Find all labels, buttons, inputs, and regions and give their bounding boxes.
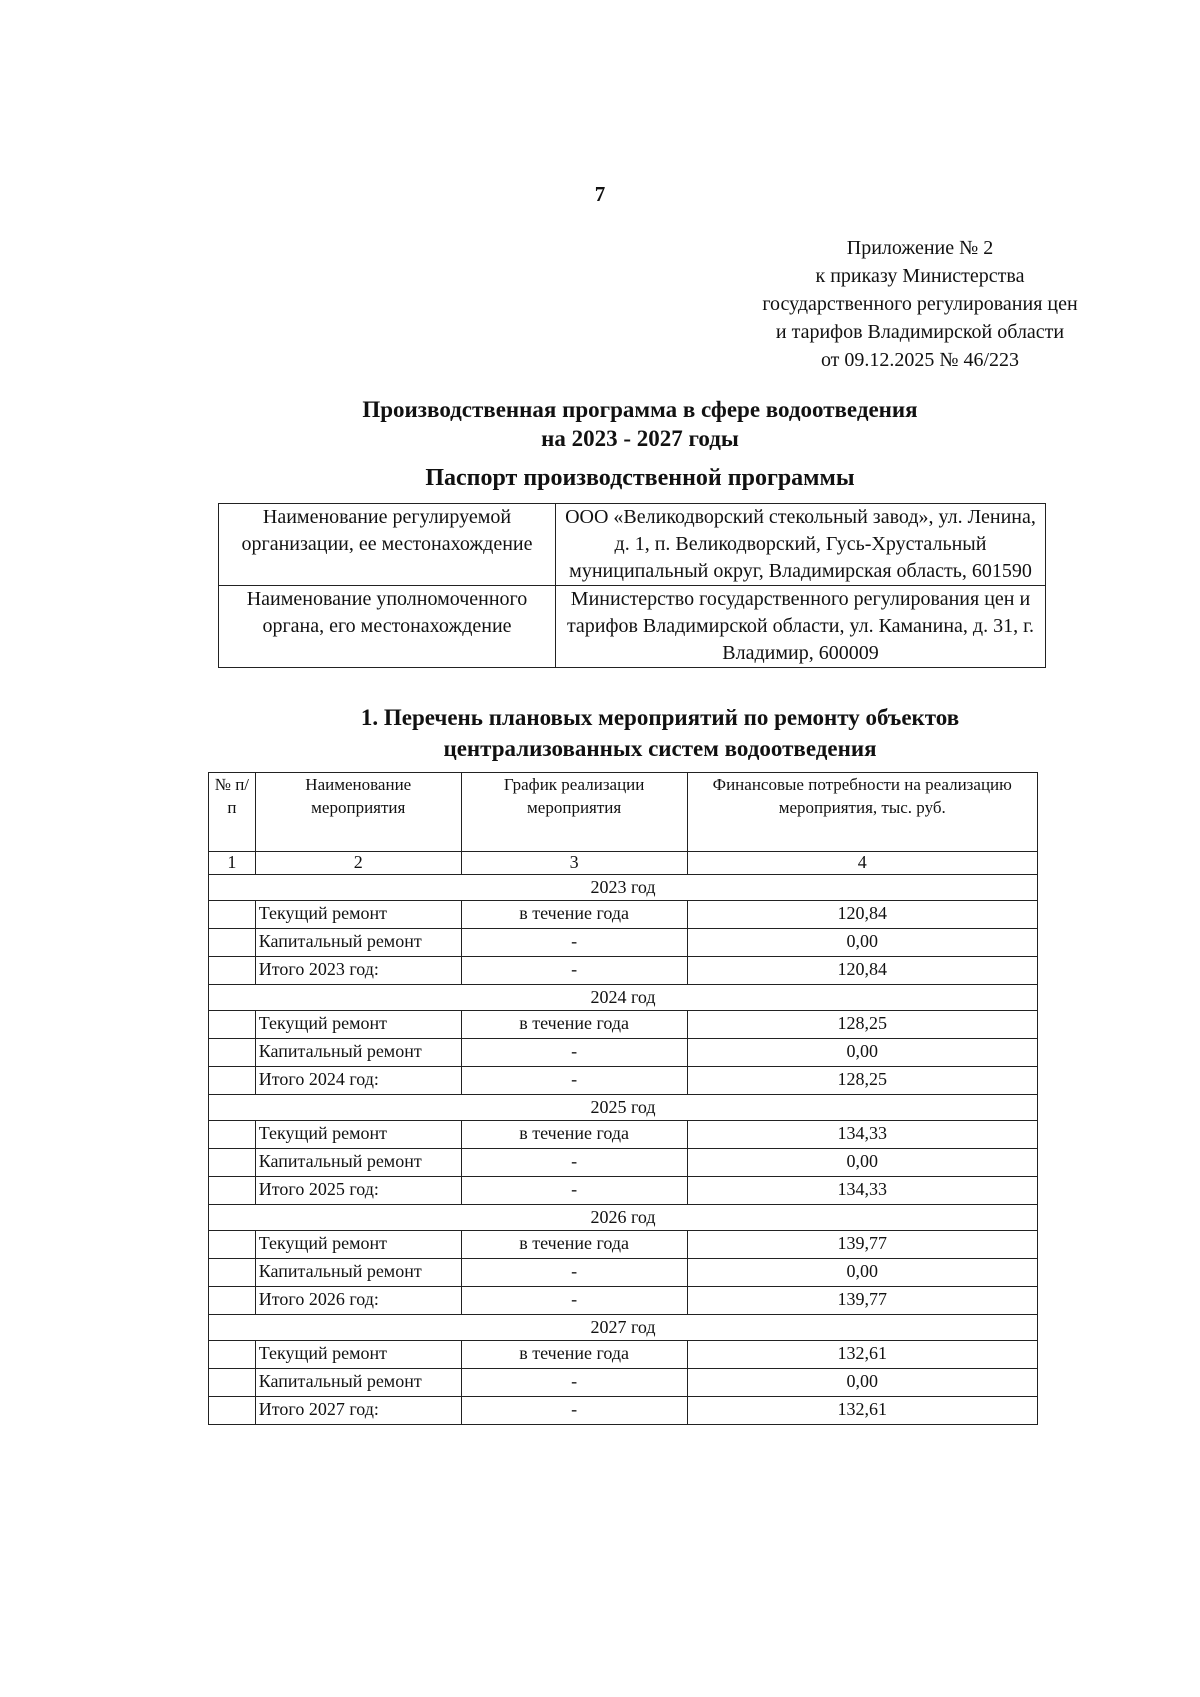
row-name: Капитальный ремонт (255, 1039, 461, 1067)
year-row (209, 1315, 1038, 1341)
row-num (209, 1177, 256, 1205)
row-num (209, 1039, 256, 1067)
table-row (209, 1121, 1038, 1149)
table-row (209, 901, 1038, 929)
table-row (209, 1397, 1038, 1425)
row-amount: 134,33 (687, 1177, 1038, 1205)
row-schedule: - (461, 1039, 687, 1067)
column-number: 4 (687, 852, 1038, 875)
passport-table (218, 503, 1046, 668)
table-header-row (209, 773, 1038, 852)
row-amount: 139,77 (687, 1287, 1038, 1315)
appendix-block (720, 234, 1120, 374)
row-schedule: в течение года (461, 1231, 687, 1259)
row-name: Итого 2027 год: (255, 1397, 461, 1425)
passport-value: ООО «Великодворский стекольный завод», ул. Ленина, д. 1, п. Великодворский, Гусь-Хрустальный муниципальный округ, Владимирская область, 601590 (556, 504, 1046, 586)
year-label: 2027 год (209, 1315, 1038, 1341)
header-finance: Финансовые потребности на реализацию мероприятия, тыс. руб. (687, 773, 1038, 852)
column-number: 2 (255, 852, 461, 875)
passport-label: Наименование уполномоченного органа, его местонахождение (219, 586, 556, 668)
row-num (209, 1121, 256, 1149)
row-amount: 139,77 (687, 1231, 1038, 1259)
section-title-line: 1. Перечень плановых мероприятий по ремонту объектов (360, 705, 960, 730)
passport-row (219, 586, 1046, 668)
table-row (209, 1341, 1038, 1369)
year-row (209, 1205, 1038, 1231)
page-number: 7 (594, 182, 606, 206)
year-label: 2023 год (209, 875, 1038, 901)
row-num (209, 1011, 256, 1039)
row-num (209, 1067, 256, 1095)
table-row (209, 1177, 1038, 1205)
row-num (209, 1341, 256, 1369)
row-amount: 0,00 (687, 1259, 1038, 1287)
section-title (250, 702, 1070, 764)
appendix-line: к приказу Министерства (815, 265, 1025, 287)
table-row (209, 1039, 1038, 1067)
table-row (209, 1369, 1038, 1397)
row-amount: 134,33 (687, 1121, 1038, 1149)
row-amount: 120,84 (687, 957, 1038, 985)
header-schedule: График реализации мероприятия (461, 773, 687, 852)
table-row (209, 1011, 1038, 1039)
row-schedule: - (461, 1177, 687, 1205)
table-row (209, 1149, 1038, 1177)
row-name: Капитальный ремонт (255, 929, 461, 957)
row-amount: 120,84 (687, 901, 1038, 929)
row-name: Капитальный ремонт (255, 1149, 461, 1177)
passport-label: Наименование регулируемой организации, ее местонахождение (219, 504, 556, 586)
year-row (209, 1095, 1038, 1121)
row-name: Текущий ремонт (255, 1341, 461, 1369)
row-num (209, 957, 256, 985)
row-schedule: - (461, 1259, 687, 1287)
passport-row (219, 504, 1046, 586)
column-number: 3 (461, 852, 687, 875)
row-schedule: в течение года (461, 901, 687, 929)
row-num (209, 1259, 256, 1287)
row-schedule: в течение года (461, 1011, 687, 1039)
row-name: Текущий ремонт (255, 1011, 461, 1039)
year-label: 2026 год (209, 1205, 1038, 1231)
row-name: Итого 2024 год: (255, 1067, 461, 1095)
row-amount: 0,00 (687, 1149, 1038, 1177)
year-row (209, 875, 1038, 901)
table-row (209, 929, 1038, 957)
column-numbers-row (209, 852, 1038, 875)
header-num: № п/п (209, 773, 256, 852)
row-schedule: - (461, 1067, 687, 1095)
passport-value: Министерство государственного регулирования цен и тарифов Владимирской области, ул. Каманина, д. 31, г. Владимир, 600009 (556, 586, 1046, 668)
appendix-line: и тарифов Владимирской области (775, 321, 1065, 343)
row-schedule: - (461, 929, 687, 957)
row-schedule: - (461, 1287, 687, 1315)
row-num (209, 1369, 256, 1397)
passport-title: Паспорт производственной программы (425, 465, 855, 491)
row-name: Текущий ремонт (255, 1121, 461, 1149)
row-name: Капитальный ремонт (255, 1369, 461, 1397)
appendix-line: от 09.12.2025 № 46/223 (820, 349, 1020, 371)
row-amount: 132,61 (687, 1341, 1038, 1369)
year-row (209, 985, 1038, 1011)
table-row (209, 1287, 1038, 1315)
appendix-line: государственного регулирования цен (762, 293, 1078, 315)
title-line: на 2023 - 2027 годы (541, 426, 739, 451)
row-num (209, 929, 256, 957)
row-amount: 128,25 (687, 1011, 1038, 1039)
table-row (209, 1231, 1038, 1259)
row-num (209, 1287, 256, 1315)
row-name: Текущий ремонт (255, 1231, 461, 1259)
row-schedule: - (461, 1149, 687, 1177)
row-schedule: - (461, 1397, 687, 1425)
plan-table (208, 772, 1038, 1425)
row-amount: 0,00 (687, 929, 1038, 957)
document-title (200, 395, 1080, 453)
row-name: Итого 2026 год: (255, 1287, 461, 1315)
row-schedule: в течение года (461, 1121, 687, 1149)
year-label: 2024 год (209, 985, 1038, 1011)
row-amount: 0,00 (687, 1369, 1038, 1397)
row-amount: 128,25 (687, 1067, 1038, 1095)
row-amount: 0,00 (687, 1039, 1038, 1067)
section-title-line: централизованных систем водоотведения (443, 736, 877, 761)
title-line: Производственная программа в сфере водоотведения (362, 397, 918, 422)
row-name: Итого 2023 год: (255, 957, 461, 985)
appendix-line: Приложение № 2 (846, 237, 994, 259)
row-schedule: - (461, 1369, 687, 1397)
header-name: Наименование мероприятия (255, 773, 461, 852)
row-name: Текущий ремонт (255, 901, 461, 929)
table-row (209, 957, 1038, 985)
row-schedule: в течение года (461, 1341, 687, 1369)
row-name: Итого 2025 год: (255, 1177, 461, 1205)
row-name: Капитальный ремонт (255, 1259, 461, 1287)
row-num (209, 901, 256, 929)
table-row (209, 1067, 1038, 1095)
column-number: 1 (209, 852, 256, 875)
row-amount: 132,61 (687, 1397, 1038, 1425)
row-num (209, 1397, 256, 1425)
row-schedule: - (461, 957, 687, 985)
table-row (209, 1259, 1038, 1287)
row-num (209, 1149, 256, 1177)
year-label: 2025 год (209, 1095, 1038, 1121)
row-num (209, 1231, 256, 1259)
